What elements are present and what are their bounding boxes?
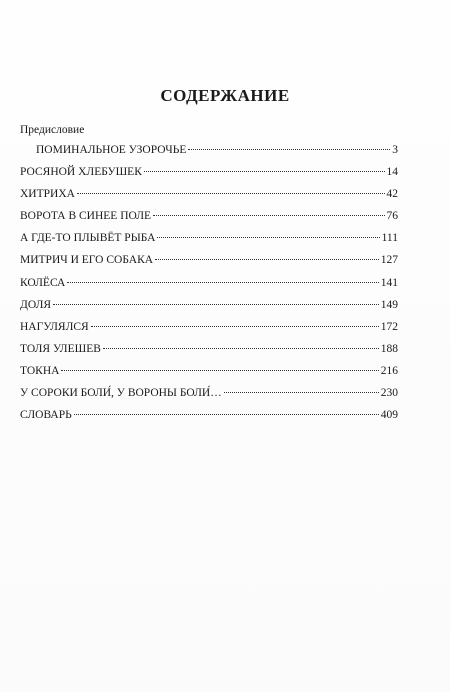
dot-leader <box>67 282 378 283</box>
dot-leader <box>61 370 378 371</box>
preface-heading: Предисловие <box>20 124 85 136</box>
toc-entry-title: РОСЯНОЙ ХЛЕБУШЕК <box>20 166 142 179</box>
toc-entry-title: А ГДЕ-ТО ПЛЫВЁТ РЫБА <box>20 232 156 245</box>
toc-entry-page: 230 <box>380 387 398 400</box>
toc-entry-page: 3 <box>392 144 398 156</box>
toc-entry <box>20 210 398 232</box>
page-title: СОДЕРЖАНИЕ <box>160 86 290 105</box>
toc-entry-title: ПОМИНАЛЬНОЕ УЗОРОЧЬЕ <box>36 144 187 156</box>
toc-entry-title: КОЛЁСА <box>20 276 66 289</box>
toc-entry <box>20 299 398 321</box>
dot-leader <box>74 414 379 415</box>
toc-entry-title: ВОРОТА В СИНЕЕ ПОЛЕ <box>20 210 152 223</box>
toc-entry-title: ТОЛЯ УЛЕШЕВ <box>20 342 101 355</box>
toc-entry-page: 111 <box>381 232 398 245</box>
toc-entry <box>20 277 398 299</box>
toc-entry-title: ТОКНА <box>20 364 60 377</box>
toc-entry-title: СЛОВАРЬ <box>20 409 72 422</box>
table-of-contents <box>20 144 398 431</box>
dot-leader <box>224 392 379 393</box>
dot-leader <box>188 149 390 150</box>
dot-leader <box>157 237 379 238</box>
toc-entry-title: ДОЛЯ <box>20 298 52 311</box>
toc-entry <box>20 365 398 387</box>
toc-entry <box>20 144 398 166</box>
toc-entry-page: 216 <box>380 364 398 377</box>
toc-entry <box>20 232 398 254</box>
toc-entry-page: 76 <box>386 210 398 223</box>
toc-entry-page: 172 <box>380 320 398 333</box>
toc-entry-title: НАГУЛЯЛСЯ <box>20 320 89 333</box>
toc-entry <box>20 321 398 343</box>
toc-entry <box>20 166 398 188</box>
dot-leader <box>155 259 379 260</box>
toc-entry-title: ХИТРИХА <box>20 188 75 201</box>
dot-leader <box>103 348 379 349</box>
toc-entry <box>20 343 398 365</box>
toc-entry-page: 42 <box>386 188 398 201</box>
toc-entry-page: 409 <box>380 409 398 422</box>
toc-entry-page: 141 <box>380 276 398 289</box>
toc-entry-title: У СОРОКИ БОЛИ́, У ВОРОНЫ БОЛИ́… <box>20 387 222 400</box>
toc-entry <box>20 387 398 409</box>
toc-entry-title: МИТРИЧ И ЕГО СОБАКА <box>20 254 154 267</box>
toc-entry-page: 188 <box>380 342 398 355</box>
dot-leader <box>144 171 385 172</box>
toc-entry <box>20 254 398 276</box>
toc-entry-page: 149 <box>380 298 398 311</box>
dot-leader <box>77 193 385 194</box>
toc-entry <box>20 188 398 210</box>
toc-entry-page: 14 <box>386 166 398 179</box>
toc-entry-page: 127 <box>380 254 398 267</box>
dot-leader <box>153 215 384 216</box>
dot-leader <box>91 326 379 327</box>
dot-leader <box>53 304 379 305</box>
toc-entry <box>20 409 398 431</box>
